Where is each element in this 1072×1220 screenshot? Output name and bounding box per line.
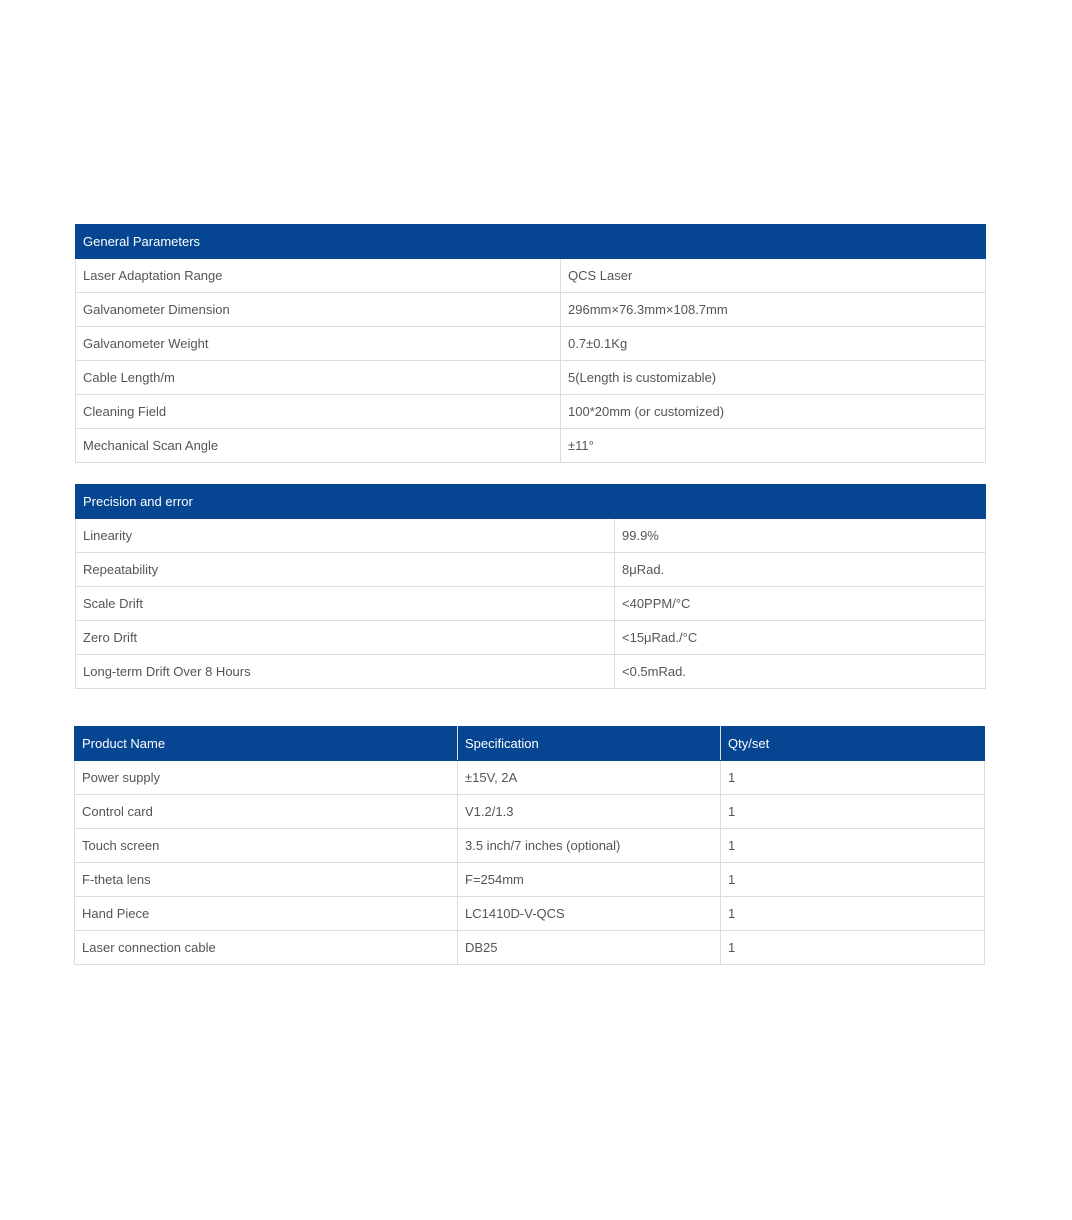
column-header-qty: Qty/set [721,727,985,761]
param-label: Repeatability [76,553,615,587]
table-row [75,863,985,897]
param-value: 100*20mm (or customized) [561,395,986,429]
product-name: Hand Piece [75,897,458,931]
product-spec: DB25 [458,931,721,965]
column-header-specification: Specification [458,727,721,761]
param-value: ±11° [561,429,986,463]
table-row [76,429,986,463]
table-row [76,395,986,429]
param-label: Long-term Drift Over 8 Hours [76,655,615,689]
param-label: Cable Length/m [76,361,561,395]
table-header [75,727,985,761]
param-label: Cleaning Field [76,395,561,429]
param-label: Laser Adaptation Range [76,259,561,293]
table-row [76,259,986,293]
param-label: Zero Drift [76,621,615,655]
param-value: <0.5mRad. [615,655,986,689]
param-label: Galvanometer Weight [76,327,561,361]
product-spec: 3.5 inch/7 inches (optional) [458,829,721,863]
param-value: 5(Length is customizable) [561,361,986,395]
precision-error-table [75,484,986,689]
table-row [75,931,985,965]
param-label: Scale Drift [76,587,615,621]
product-name: Control card [75,795,458,829]
product-qty: 1 [721,863,985,897]
table-row [76,361,986,395]
product-name: F-theta lens [75,863,458,897]
table-header [76,485,986,519]
table-row [76,655,986,689]
product-qty: 1 [721,795,985,829]
table-row [76,293,986,327]
product-spec: V1.2/1.3 [458,795,721,829]
table-row [76,621,986,655]
precision-error-title: Precision and error [76,485,986,519]
product-name: Laser connection cable [75,931,458,965]
table-row [75,795,985,829]
table-row [75,829,985,863]
table-row [76,587,986,621]
product-qty: 1 [721,897,985,931]
product-name: Touch screen [75,829,458,863]
product-spec: ±15V, 2A [458,761,721,795]
product-spec: LC1410D-V-QCS [458,897,721,931]
table-row [76,519,986,553]
table-row [75,897,985,931]
param-label: Mechanical Scan Angle [76,429,561,463]
param-label: Linearity [76,519,615,553]
product-qty: 1 [721,829,985,863]
table-header [76,225,986,259]
product-list-table [74,726,985,965]
general-parameters-table [75,224,986,463]
general-parameters-title: General Parameters [76,225,986,259]
product-name: Power supply [75,761,458,795]
product-qty: 1 [721,761,985,795]
table-row [76,553,986,587]
product-spec: F=254mm [458,863,721,897]
table-row [76,327,986,361]
param-value: <40PPM/°C [615,587,986,621]
product-qty: 1 [721,931,985,965]
param-label: Galvanometer Dimension [76,293,561,327]
param-value: 296mm×76.3mm×108.7mm [561,293,986,327]
table-row [75,761,985,795]
param-value: <15μRad./°C [615,621,986,655]
param-value: QCS Laser [561,259,986,293]
param-value: 0.7±0.1Kg [561,327,986,361]
param-value: 99.9% [615,519,986,553]
column-header-product-name: Product Name [75,727,458,761]
param-value: 8μRad. [615,553,986,587]
